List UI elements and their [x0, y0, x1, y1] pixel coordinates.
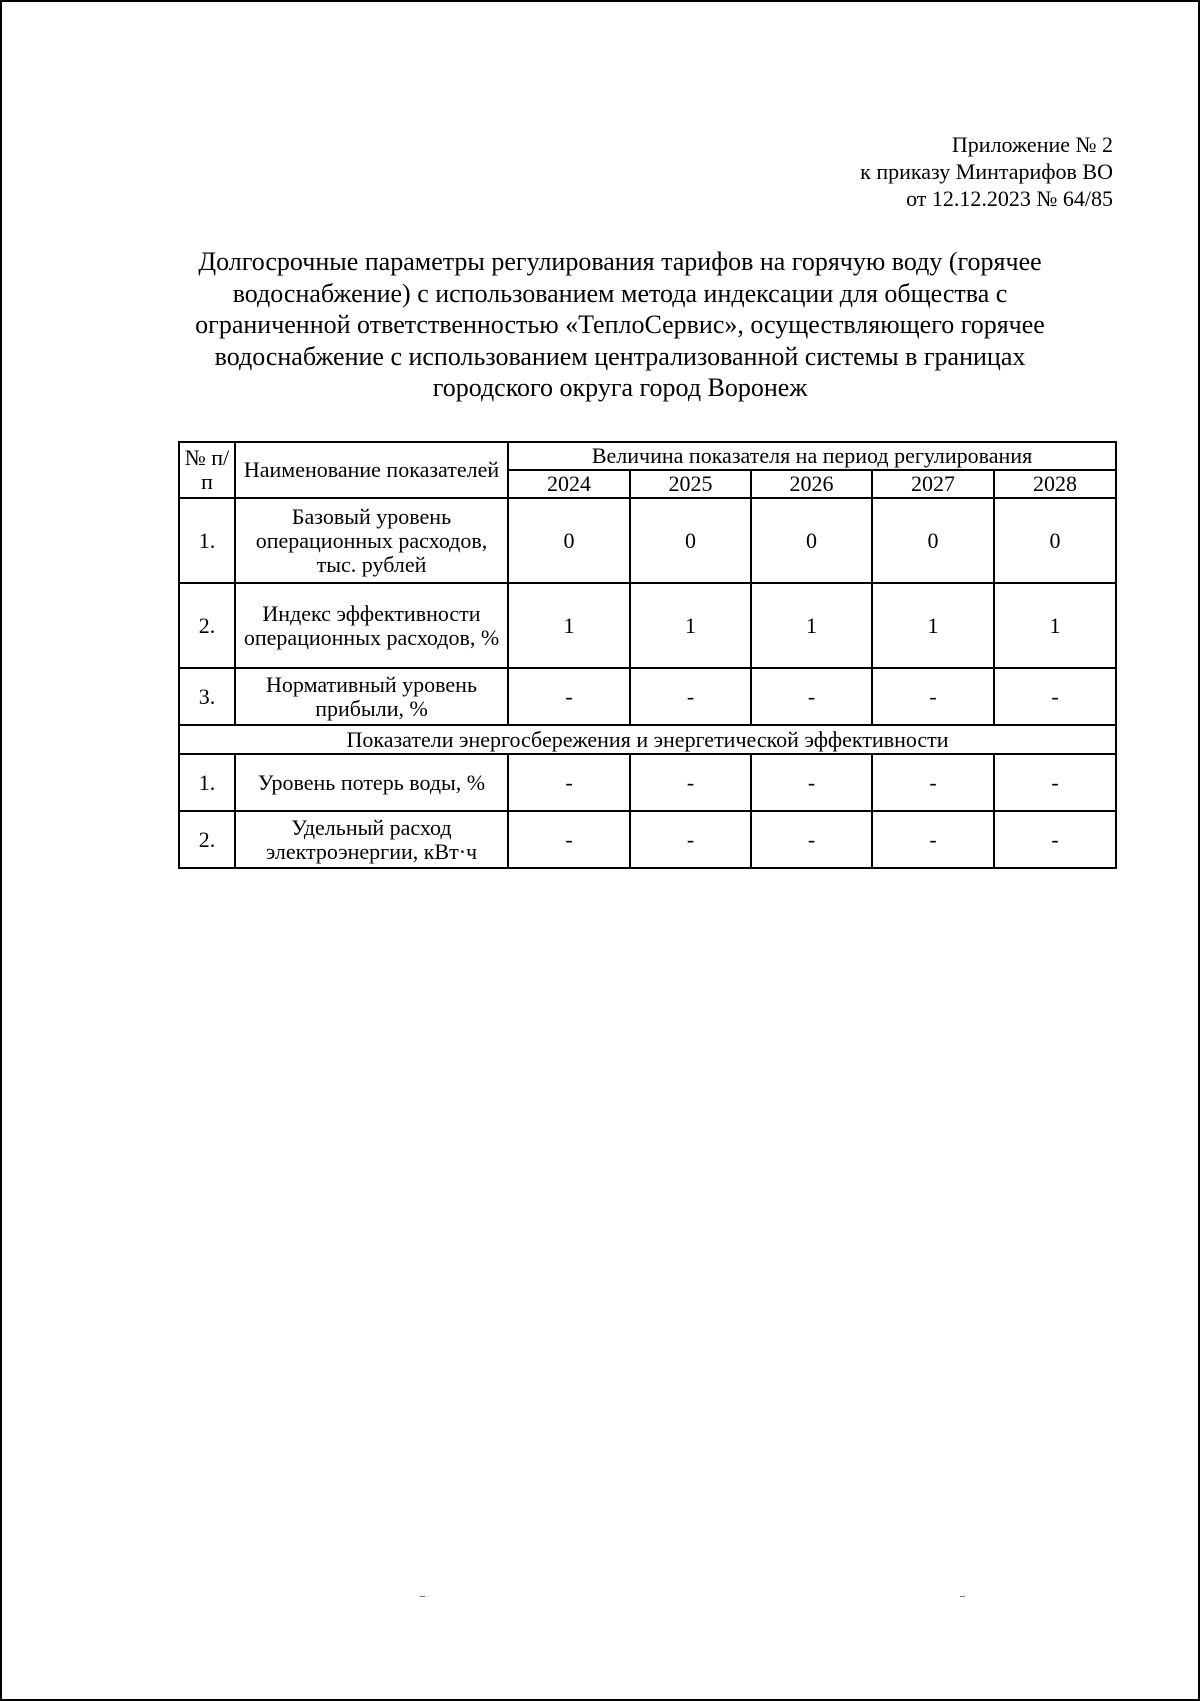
- appendix-line-3: от 12.12.2023 № 64/85: [906, 186, 1113, 211]
- row-value: -: [751, 668, 872, 725]
- header-year: 2025: [630, 470, 751, 498]
- section-header-row: [179, 725, 1116, 754]
- scan-mark: [960, 1596, 965, 1597]
- table-row: [179, 811, 1116, 868]
- row-num: 2.: [179, 811, 235, 868]
- row-value: -: [630, 754, 751, 811]
- row-value: -: [751, 811, 872, 868]
- title-line-1: Долгосрочные параметры регулирования тарифов на горячую воду (горячее: [198, 247, 1042, 276]
- title-line-2: водоснабжение) с использованием метода индексации для общества с: [232, 278, 1008, 308]
- scan-mark: [420, 1596, 425, 1597]
- appendix-line-1: Приложение № 2: [951, 132, 1113, 157]
- title-line-4: водоснабжение с использованием централизованной системы в границах: [214, 341, 1026, 371]
- row-num: 3.: [179, 668, 235, 725]
- row-value: 1: [751, 583, 872, 668]
- row-value: 0: [751, 498, 872, 583]
- table-row: [179, 754, 1116, 811]
- header-year: 2026: [751, 470, 872, 498]
- table-header-row: [179, 442, 1116, 470]
- row-num: 1.: [179, 754, 235, 811]
- header-name: Наименование показателей: [235, 442, 508, 498]
- row-value: -: [872, 754, 994, 811]
- row-value: -: [751, 754, 872, 811]
- row-value: -: [630, 811, 751, 868]
- row-value: 0: [508, 498, 630, 583]
- header-year: 2024: [508, 470, 630, 498]
- row-value: -: [994, 668, 1116, 725]
- row-name: Базовый уровень операционных расходов, тыс. рублей: [235, 498, 508, 583]
- row-value: -: [994, 811, 1116, 868]
- row-value: -: [872, 668, 994, 725]
- title-line-5: городского округа город Воронеж: [432, 373, 808, 402]
- row-value: 0: [872, 498, 994, 583]
- header-year: 2028: [994, 470, 1116, 498]
- row-value: -: [872, 811, 994, 868]
- row-value: 1: [630, 583, 751, 668]
- title-line-3: ограниченной ответственностью «ТеплоСервис», осуществляющего горячее: [195, 310, 1045, 339]
- row-name: Нормативный уровень прибыли, %: [235, 668, 508, 725]
- row-value: -: [630, 668, 751, 725]
- header-year: 2027: [872, 470, 994, 498]
- row-value: -: [994, 754, 1116, 811]
- appendix-line-2: к приказу Минтарифов ВО: [860, 159, 1113, 184]
- table-row: [179, 668, 1116, 725]
- row-value: 0: [994, 498, 1116, 583]
- parameters-table: [178, 441, 1117, 869]
- header-num: № п/п: [179, 442, 235, 498]
- row-name: Удельный расход электроэнергии, кВт·ч: [235, 811, 508, 868]
- header-period: Величина показателя на период регулирования: [508, 442, 1116, 470]
- row-num: 2.: [179, 583, 235, 668]
- row-value: 0: [630, 498, 751, 583]
- row-num: 1.: [179, 498, 235, 583]
- row-value: 1: [994, 583, 1116, 668]
- section-title: Показатели энергосбережения и энергетической эффективности: [179, 725, 1116, 754]
- table-row: [179, 583, 1116, 668]
- row-name: Уровень потерь воды, %: [235, 754, 508, 811]
- row-value: 1: [872, 583, 994, 668]
- row-value: -: [508, 668, 630, 725]
- table-row: [179, 498, 1116, 583]
- row-value: -: [508, 754, 630, 811]
- row-value: 1: [508, 583, 630, 668]
- document-title: [160, 246, 1080, 404]
- row-name: Индекс эффективности операционных расходов, %: [235, 583, 508, 668]
- appendix-note: [860, 131, 1113, 212]
- row-value: -: [508, 811, 630, 868]
